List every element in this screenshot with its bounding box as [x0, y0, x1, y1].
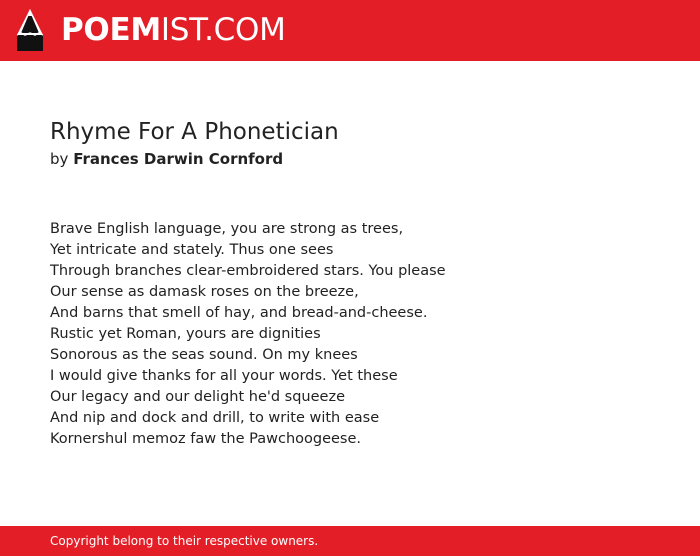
- poem-line: Our sense as damask roses on the breeze,: [50, 284, 359, 300]
- poem-line: Brave English language, you are strong as trees,: [50, 221, 404, 237]
- poem-line: Sonorous as the seas sound. On my knees: [50, 347, 358, 363]
- poem-line: I would give thanks for all your words. Yet these: [50, 368, 398, 384]
- site-logo[interactable]: [61, 13, 286, 47]
- poem-line: Our legacy and our delight he'd squeeze: [50, 389, 345, 405]
- logo-bold-text: POEM: [61, 12, 161, 48]
- poem-line: Rustic yet Roman, yours are dignities: [50, 326, 321, 342]
- pencil-tip-icon: [17, 9, 43, 51]
- logo-light-text: IST.COM: [160, 12, 286, 48]
- poem-title: Rhyme For A Phonetician: [50, 119, 339, 145]
- poem-line: Yet intricate and stately. Thus one sees: [50, 242, 334, 258]
- byline: [50, 149, 283, 169]
- copyright-text: Copyright belong to their respective owners.: [50, 534, 319, 548]
- poem-line: And barns that smell of hay, and bread-and-cheese.: [50, 305, 428, 321]
- poem-line: And nip and dock and drill, to write with ease: [50, 410, 380, 426]
- by-label: by: [50, 150, 69, 168]
- site-footer: [0, 526, 700, 556]
- author-name: Frances Darwin Cornford: [73, 150, 284, 168]
- poem-body: [50, 219, 670, 450]
- site-header: [0, 0, 700, 61]
- poem-line: Through branches clear-embroidered stars. You please: [50, 263, 446, 279]
- poem-line: Kornershul memoz faw the Pawchoogeese.: [50, 431, 362, 447]
